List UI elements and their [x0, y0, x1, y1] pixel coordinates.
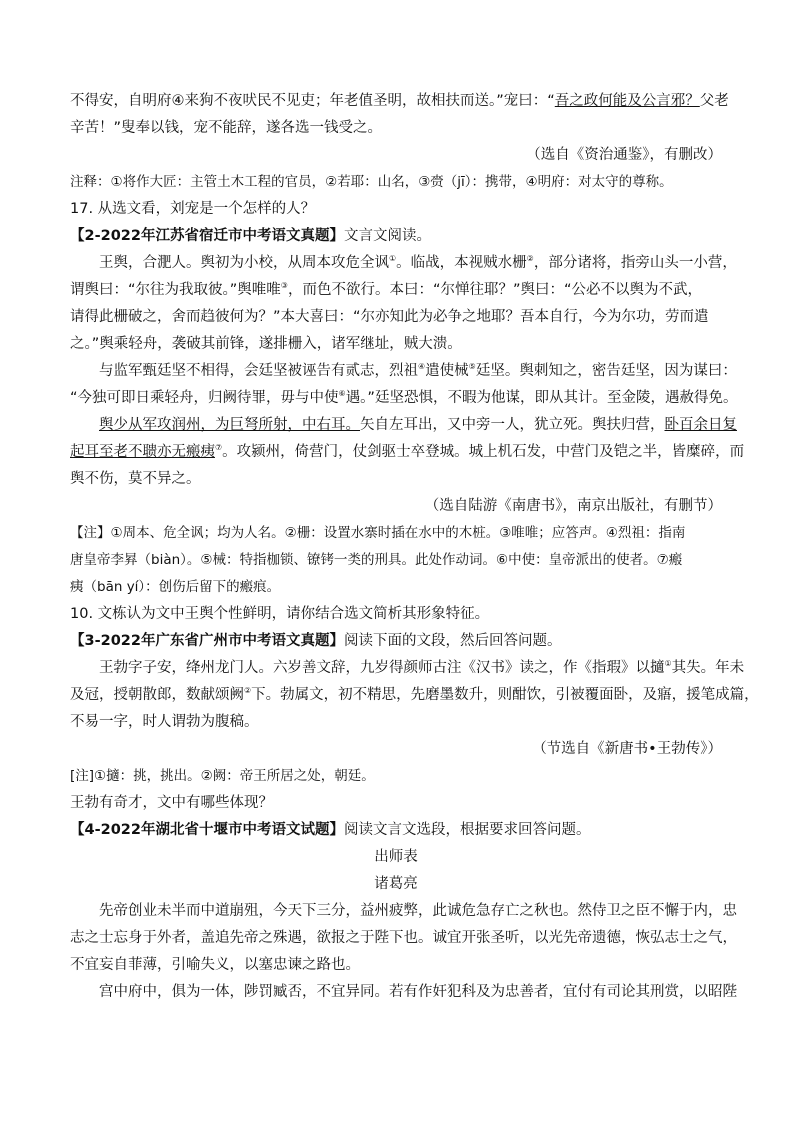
text-line: 舆少从军攻润州，为巨弩所射，中右耳。矢自左耳出，又中旁一人，犹立死。舆扶归营，卧百余日复: [99, 417, 737, 433]
text-line: 志之士忘身于外者，盖追先帝之殊遇，欲报之于陛下也。诚宜开张圣听，以光先帝遗德，恢弘志士之气，: [70, 930, 737, 946]
text-line: 及冠，授朝散郎，数献颂阙②下。勃属文，初不精思，先磨墨数升，则酣饮，引被覆面卧，及寤，援笔成篇，: [70, 686, 759, 703]
source-citation: （节选自《新唐书•王勃传》）: [532, 741, 722, 757]
text-line: 不易一字，时人谓勃为腹稿。: [70, 714, 259, 730]
underlined-text: 舆少从军攻润州，为巨弩所射，中右耳。: [99, 417, 360, 433]
text-line: 请得此栅破之，舍而趋彼何为？”本大喜曰：“尔亦知此为必争之地耶？吾本自行，今为尔功，劳而遣: [70, 309, 709, 325]
annotation-note: 注释：①将作大匠：主管土木工程的官员，②若耶：山名，③赍（jī）：携带，④明府：对太守的尊称。: [70, 174, 673, 190]
annotation-note: 痍（bān yí）：创伤后留下的瘢痕。: [70, 579, 281, 595]
section-instruction: 阅读文言文选段，根据要求回答问题。: [343, 822, 591, 838]
section-heading: [70, 223, 722, 250]
text-line: 不宜妄自菲薄，引喻失义，以塞忠谏之路也。: [70, 957, 360, 973]
text-span: 父老: [699, 93, 729, 109]
source-citation: （选自陆游《南唐书》，南京出版社，有删节）: [424, 498, 722, 514]
text-author: 诸葛亮: [374, 876, 418, 892]
section-instruction: 阅读下面的文段，然后回答问题。: [343, 633, 562, 649]
annotation-note: [注]①擿：挑，挑出。②阙：帝王所居之处，朝廷。: [70, 768, 375, 784]
underlined-text: 卧百余日复: [664, 417, 737, 433]
section-heading: [70, 817, 722, 844]
question: 17. 从选文看，刘宠是一个怎样的人？: [70, 201, 316, 217]
text-line: 起耳至老不聩亦无瘢痍⑦。攻颍州，倚营门，仗剑驱士卒登城。城上机石发，中营门及铠之半，皆糜碎，而: [70, 443, 745, 460]
section-instruction: 文言文阅读。: [343, 228, 431, 244]
section-source: 【4-2022年湖北省十堰市中考语文试题】: [70, 822, 344, 838]
text-line: 之。”舆乘轻舟，袭破其前锋，遂排栅入，诸军继址，贼大溃。: [70, 336, 462, 352]
text-line: 舆不伤，莫不异之。: [70, 471, 201, 487]
text-span: 不得安，自明府④来狗不夜吠民不见吏；年老值圣明，故相扶而送。”宠曰：“: [70, 93, 555, 109]
question: 王勃有奇才，文中有哪些体现？: [70, 795, 273, 811]
text-line: [70, 88, 729, 115]
annotation-note: 【注】①周本、危全讽；均为人名。②栅：设置水寨时插在水中的木桩。③唯唯；应答声。④烈祖：指南: [70, 525, 686, 541]
text-title: 出师表: [374, 849, 418, 865]
annotation-note: 唐皇帝李昪（biàn）。⑤械：特指枷锁、镣铐一类的刑具。此处作动词。⑥中使：皇帝派出的使者。⑦瘢: [70, 552, 683, 568]
underlined-text: 吾之政何能及公言邪？: [554, 93, 700, 109]
text-line: 王勃字子安，绛州龙门人。六岁善文辞，九岁得颜师古注《汉书》读之，作《指瑕》以擿①其失。年未: [99, 659, 745, 676]
section-source: 【3-2022年广东省广州市中考语文真题】: [70, 633, 344, 649]
text-line: 谓舆曰：“尔往为我取彼。”舆唯唯③，而色不欲行。本曰：“尔惮往耶？”舆曰：“公必不以舆为不武，: [70, 281, 702, 298]
text-line: 辛苦！”叟奉以钱，宠不能辞，遂各选一钱受之。: [70, 120, 383, 136]
section-heading: [70, 628, 722, 655]
question: 10. 文栋认为文中王舆个性鲜明，请你结合选文简析其形象特征。: [70, 606, 490, 622]
text-line: 王舆，合淝人。舆初为小校，从周本攻危全讽①。临战，本视贼水栅②，部分诸将，指旁山头一小营，: [99, 254, 737, 271]
text-line: 与监军甄廷坚不相得，会廷坚被诬告有贰志，烈祖④遣使械⑤廷坚。舆刺知之，密告廷坚，因为谋曰：: [99, 362, 737, 379]
underlined-text: 起耳至老不聩亦无瘢痍: [70, 444, 215, 460]
text-line: 宫中府中，俱为一体，陟罚臧否，不宜异同。若有作奸犯科及为忠善者，宜付有司论其刑赏，以昭陛: [99, 984, 737, 1000]
section-source: 【2-2022年江苏省宿迁市中考语文真题】: [70, 228, 344, 244]
text-line: 先帝创业未半而中道崩殂，今天下三分，益州疲弊，此诚危急存亡之秋也。然侍卫之臣不懈于内，忠: [99, 903, 737, 919]
source-citation: （选自《资治通鉴》，有删改）: [526, 147, 722, 163]
text-line: “今独可即日乘轻舟，归阙待罪，毋与中使⑥遇。”廷坚恐惧，不暇为他谋，即从其计。至金陵，遇赦得免。: [70, 389, 738, 406]
document-page: [70, 88, 759, 1006]
